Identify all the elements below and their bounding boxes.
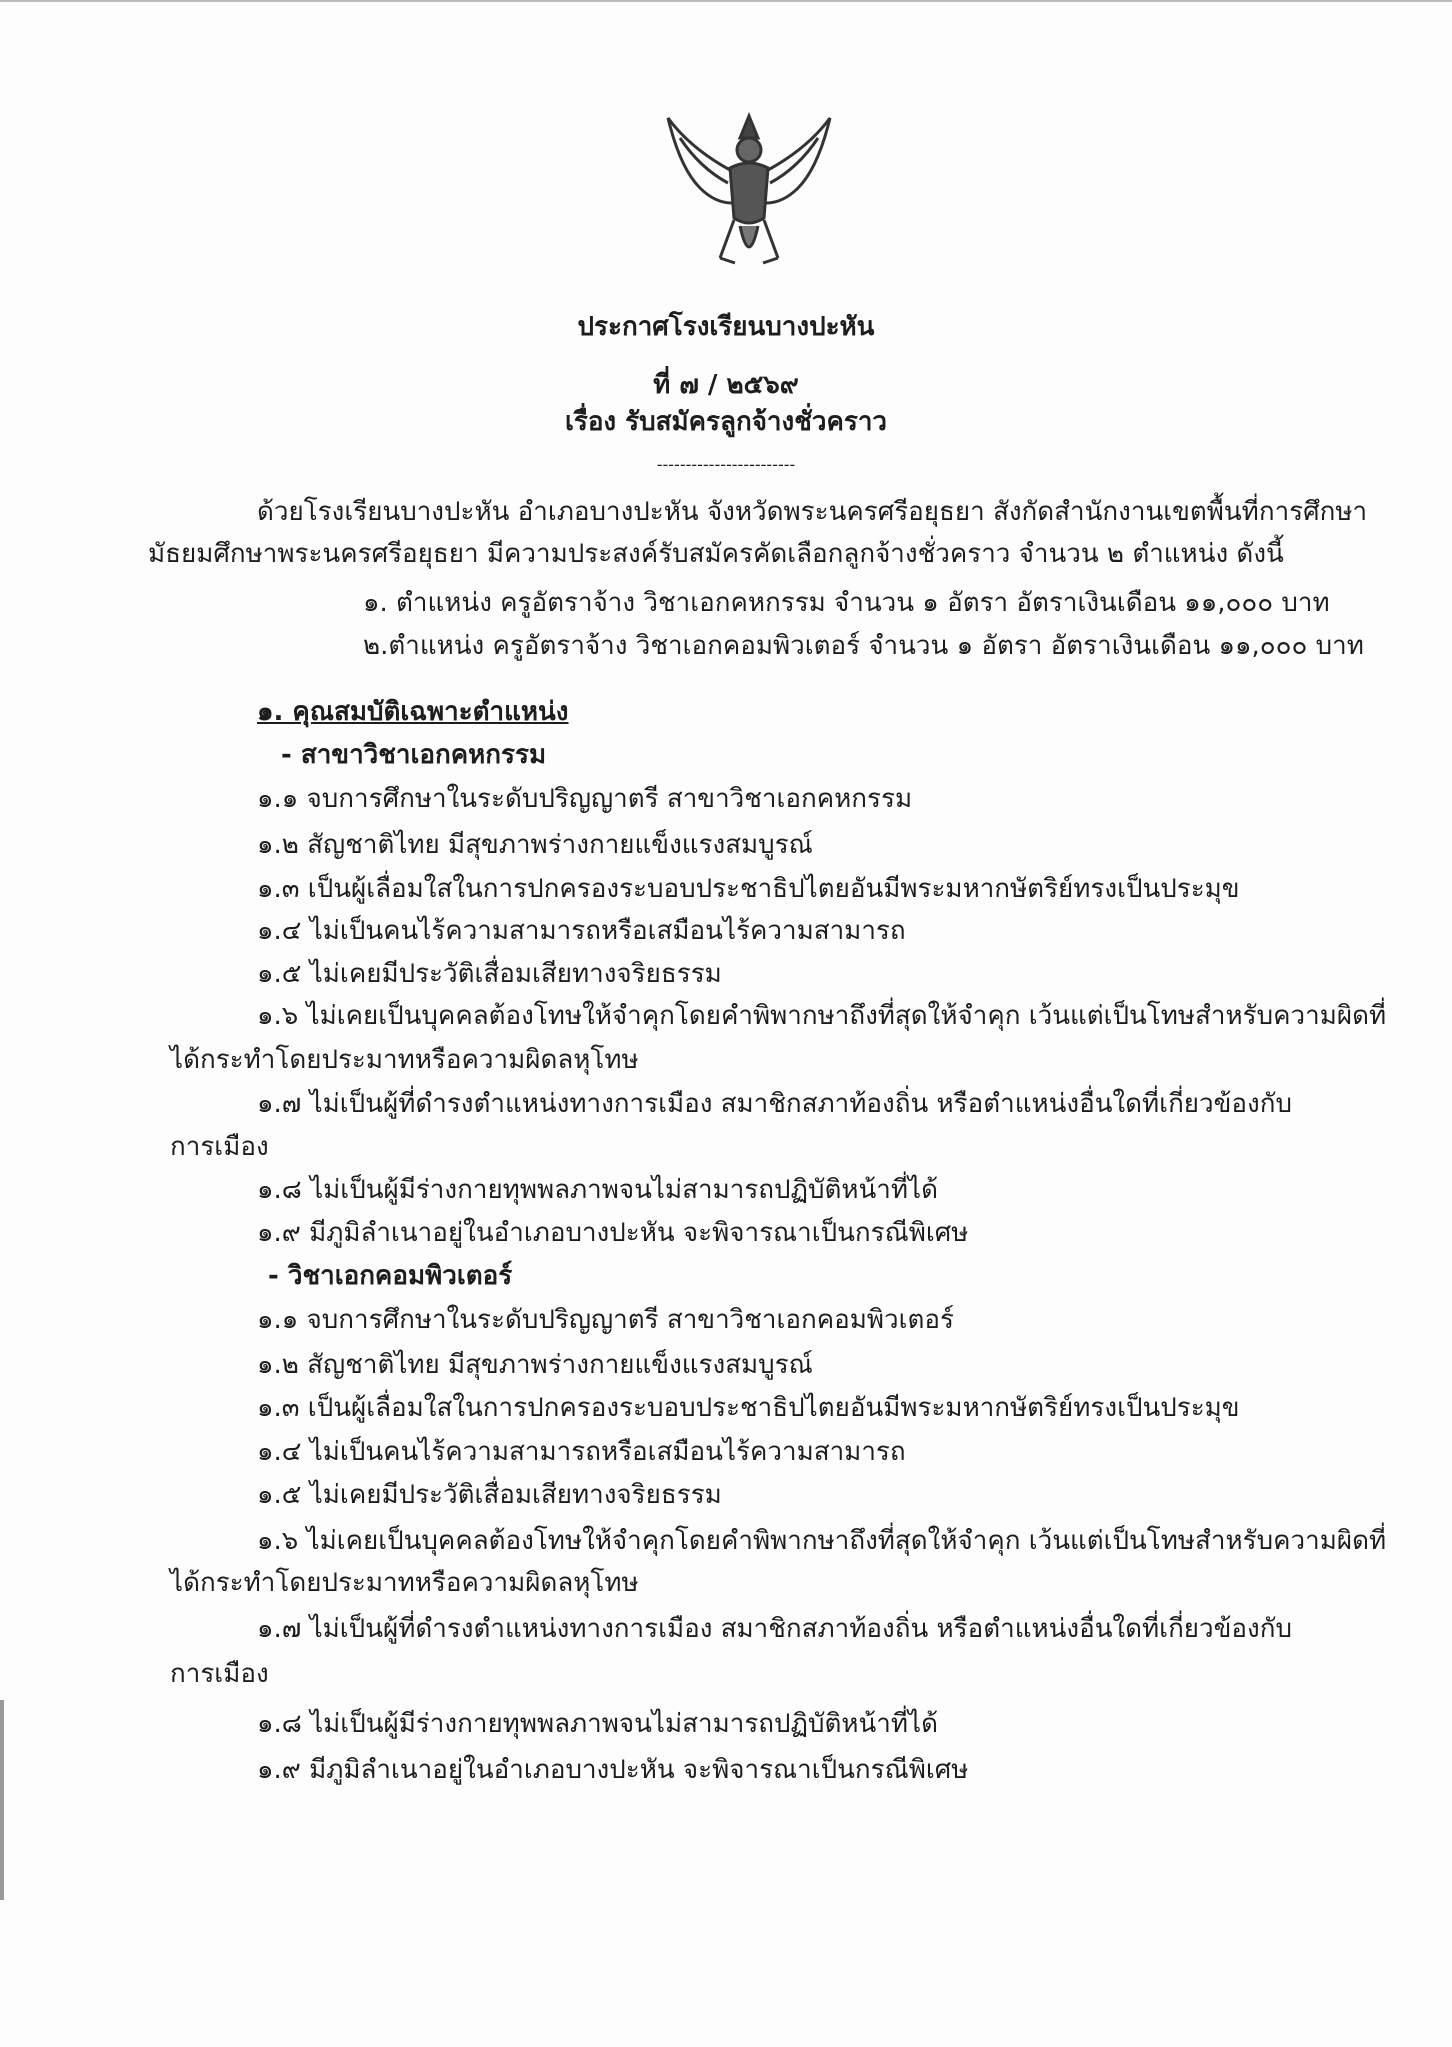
qualification-item: ๑.๖ ไม่เคยเป็นบุคคลต้องโทษให้จำคุกโดยคำพิพากษาถึงที่สุดให้จำคุก เว้นแต่เป็นโทษสำหรับความผิดที่ — [257, 1001, 1387, 1031]
qualification-item: ๑.๘ ไม่เป็นผู้มีร่างกายทุพพลภาพจนไม่สามารถปฏิบัติหน้าที่ได้ — [257, 1709, 939, 1739]
qualification-item: ๑.๔ ไม่เป็นคนไร้ความสามารถหรือเสมือนไร้ความสามารถ — [257, 916, 906, 946]
qualification-item-continued: การเมือง — [170, 1132, 269, 1162]
qualification-item: ๑.๙ มีภูมิลำเนาอยู่ในอำเภอบางปะหัน จะพิจารณาเป็นกรณีพิเศษ — [257, 1218, 969, 1248]
group-title: - สาขาวิชาเอกคหกรรม — [281, 740, 547, 770]
qualification-item: ๑.๓ เป็นผู้เลื่อมใสในการปกครองระบอบประชาธิปไตยอันมีพระมหากษัตริย์ทรงเป็นประมุข — [257, 1393, 1240, 1423]
scan-edge-left — [0, 1700, 4, 1900]
intro-line: ด้วยโรงเรียนบางปะหัน อำเภอบางปะหัน จังหวัดพระนครศรีอยุธยา สังกัดสำนักงานเขตพื้นที่การศึกษา — [257, 497, 1368, 527]
qualification-item: ๑.๒ สัญชาติไทย มีสุขภาพร่างกายแข็งแรงสมบูรณ์ — [257, 830, 813, 860]
group-title: - วิชาเอกคอมพิวเตอร์ — [268, 1261, 513, 1291]
scan-edge-top — [0, 0, 1452, 2]
qualification-item-continued: ได้กระทำโดยประมาทหรือความผิดลหุโทษ — [170, 1568, 639, 1598]
qualification-item: ๑.๖ ไม่เคยเป็นบุคคลต้องโทษให้จำคุกโดยคำพิพากษาถึงที่สุดให้จำคุก เว้นแต่เป็นโทษสำหรับความผิดที่ — [257, 1526, 1387, 1556]
qualification-item: ๑.๒ สัญชาติไทย มีสุขภาพร่างกายแข็งแรงสมบูรณ์ — [257, 1350, 813, 1380]
section-heading: ๑. คุณสมบัติเฉพาะตำแหน่ง — [257, 697, 569, 727]
announcement-title: ประกาศโรงเรียนบางปะหัน — [577, 312, 875, 342]
qualification-item: ๑.๑ จบการศึกษาในระดับปริญญาตรี สาขาวิชาเอกคหกรรม — [257, 784, 913, 814]
qualification-item: ๑.๗ ไม่เป็นผู้ที่ดำรงตำแหน่งทางการเมือง สมาชิกสภาท้องถิ่น หรือตำแหน่งอื่นใดที่เกี่ยวข้องกับ — [257, 1614, 1292, 1644]
qualification-item: ๑.๙ มีภูมิลำเนาอยู่ในอำเภอบางปะหัน จะพิจารณาเป็นกรณีพิเศษ — [257, 1755, 969, 1785]
qualification-item: ๑.๘ ไม่เป็นผู้มีร่างกายทุพพลภาพจนไม่สามารถปฏิบัติหน้าที่ได้ — [257, 1175, 939, 1205]
qualification-item: ๑.๗ ไม่เป็นผู้ที่ดำรงตำแหน่งทางการเมือง สมาชิกสภาท้องถิ่น หรือตำแหน่งอื่นใดที่เกี่ยวข้องกับ — [257, 1089, 1292, 1119]
position-item: ๑. ตำแหน่ง ครูอัตราจ้าง วิชาเอกคหกรรม จำนวน ๑ อัตรา อัตราเงินเดือน ๑๑,๐๐๐ บาท — [363, 588, 1330, 618]
qualification-item: ๑.๕ ไม่เคยมีประวัติเสื่อมเสียทางจริยธรรม — [257, 1480, 722, 1510]
announcement-number: ที่ ๗ / ๒๕๖๙ — [653, 370, 799, 400]
qualification-item: ๑.๕ ไม่เคยมีประวัติเสื่อมเสียทางจริยธรรม — [257, 959, 722, 989]
qualification-item: ๑.๔ ไม่เป็นคนไร้ความสามารถหรือเสมือนไร้ความสามารถ — [257, 1437, 906, 1467]
qualification-item: ๑.๑ จบการศึกษาในระดับปริญญาตรี สาขาวิชาเอกคอมพิวเตอร์ — [257, 1305, 955, 1335]
qualification-item-continued: การเมือง — [170, 1659, 269, 1689]
qualification-item: ๑.๓ เป็นผู้เลื่อมใสในการปกครองระบอบประชาธิปไตยอันมีพระมหากษัตริย์ทรงเป็นประมุข — [257, 874, 1240, 904]
position-item: ๒.ตำแหน่ง ครูอัตราจ้าง วิชาเอกคอมพิวเตอร์ จำนวน ๑ อัตรา อัตราเงินเดือน ๑๑,๐๐๐ บาท — [363, 631, 1364, 661]
garuda-emblem — [660, 108, 838, 270]
qualification-item-continued: ได้กระทำโดยประมาทหรือความผิดลหุโทษ — [170, 1045, 639, 1075]
intro-line: มัธยมศึกษาพระนครศรีอยุธยา มีความประสงค์รับสมัครคัดเลือกลูกจ้างชั่วคราว จำนวน ๒ ตำแหน่ง ดังนี้ — [148, 539, 1284, 569]
separator: ------------------------ — [656, 455, 796, 474]
announcement-subject: เรื่อง รับสมัครลูกจ้างชั่วคราว — [564, 407, 888, 437]
